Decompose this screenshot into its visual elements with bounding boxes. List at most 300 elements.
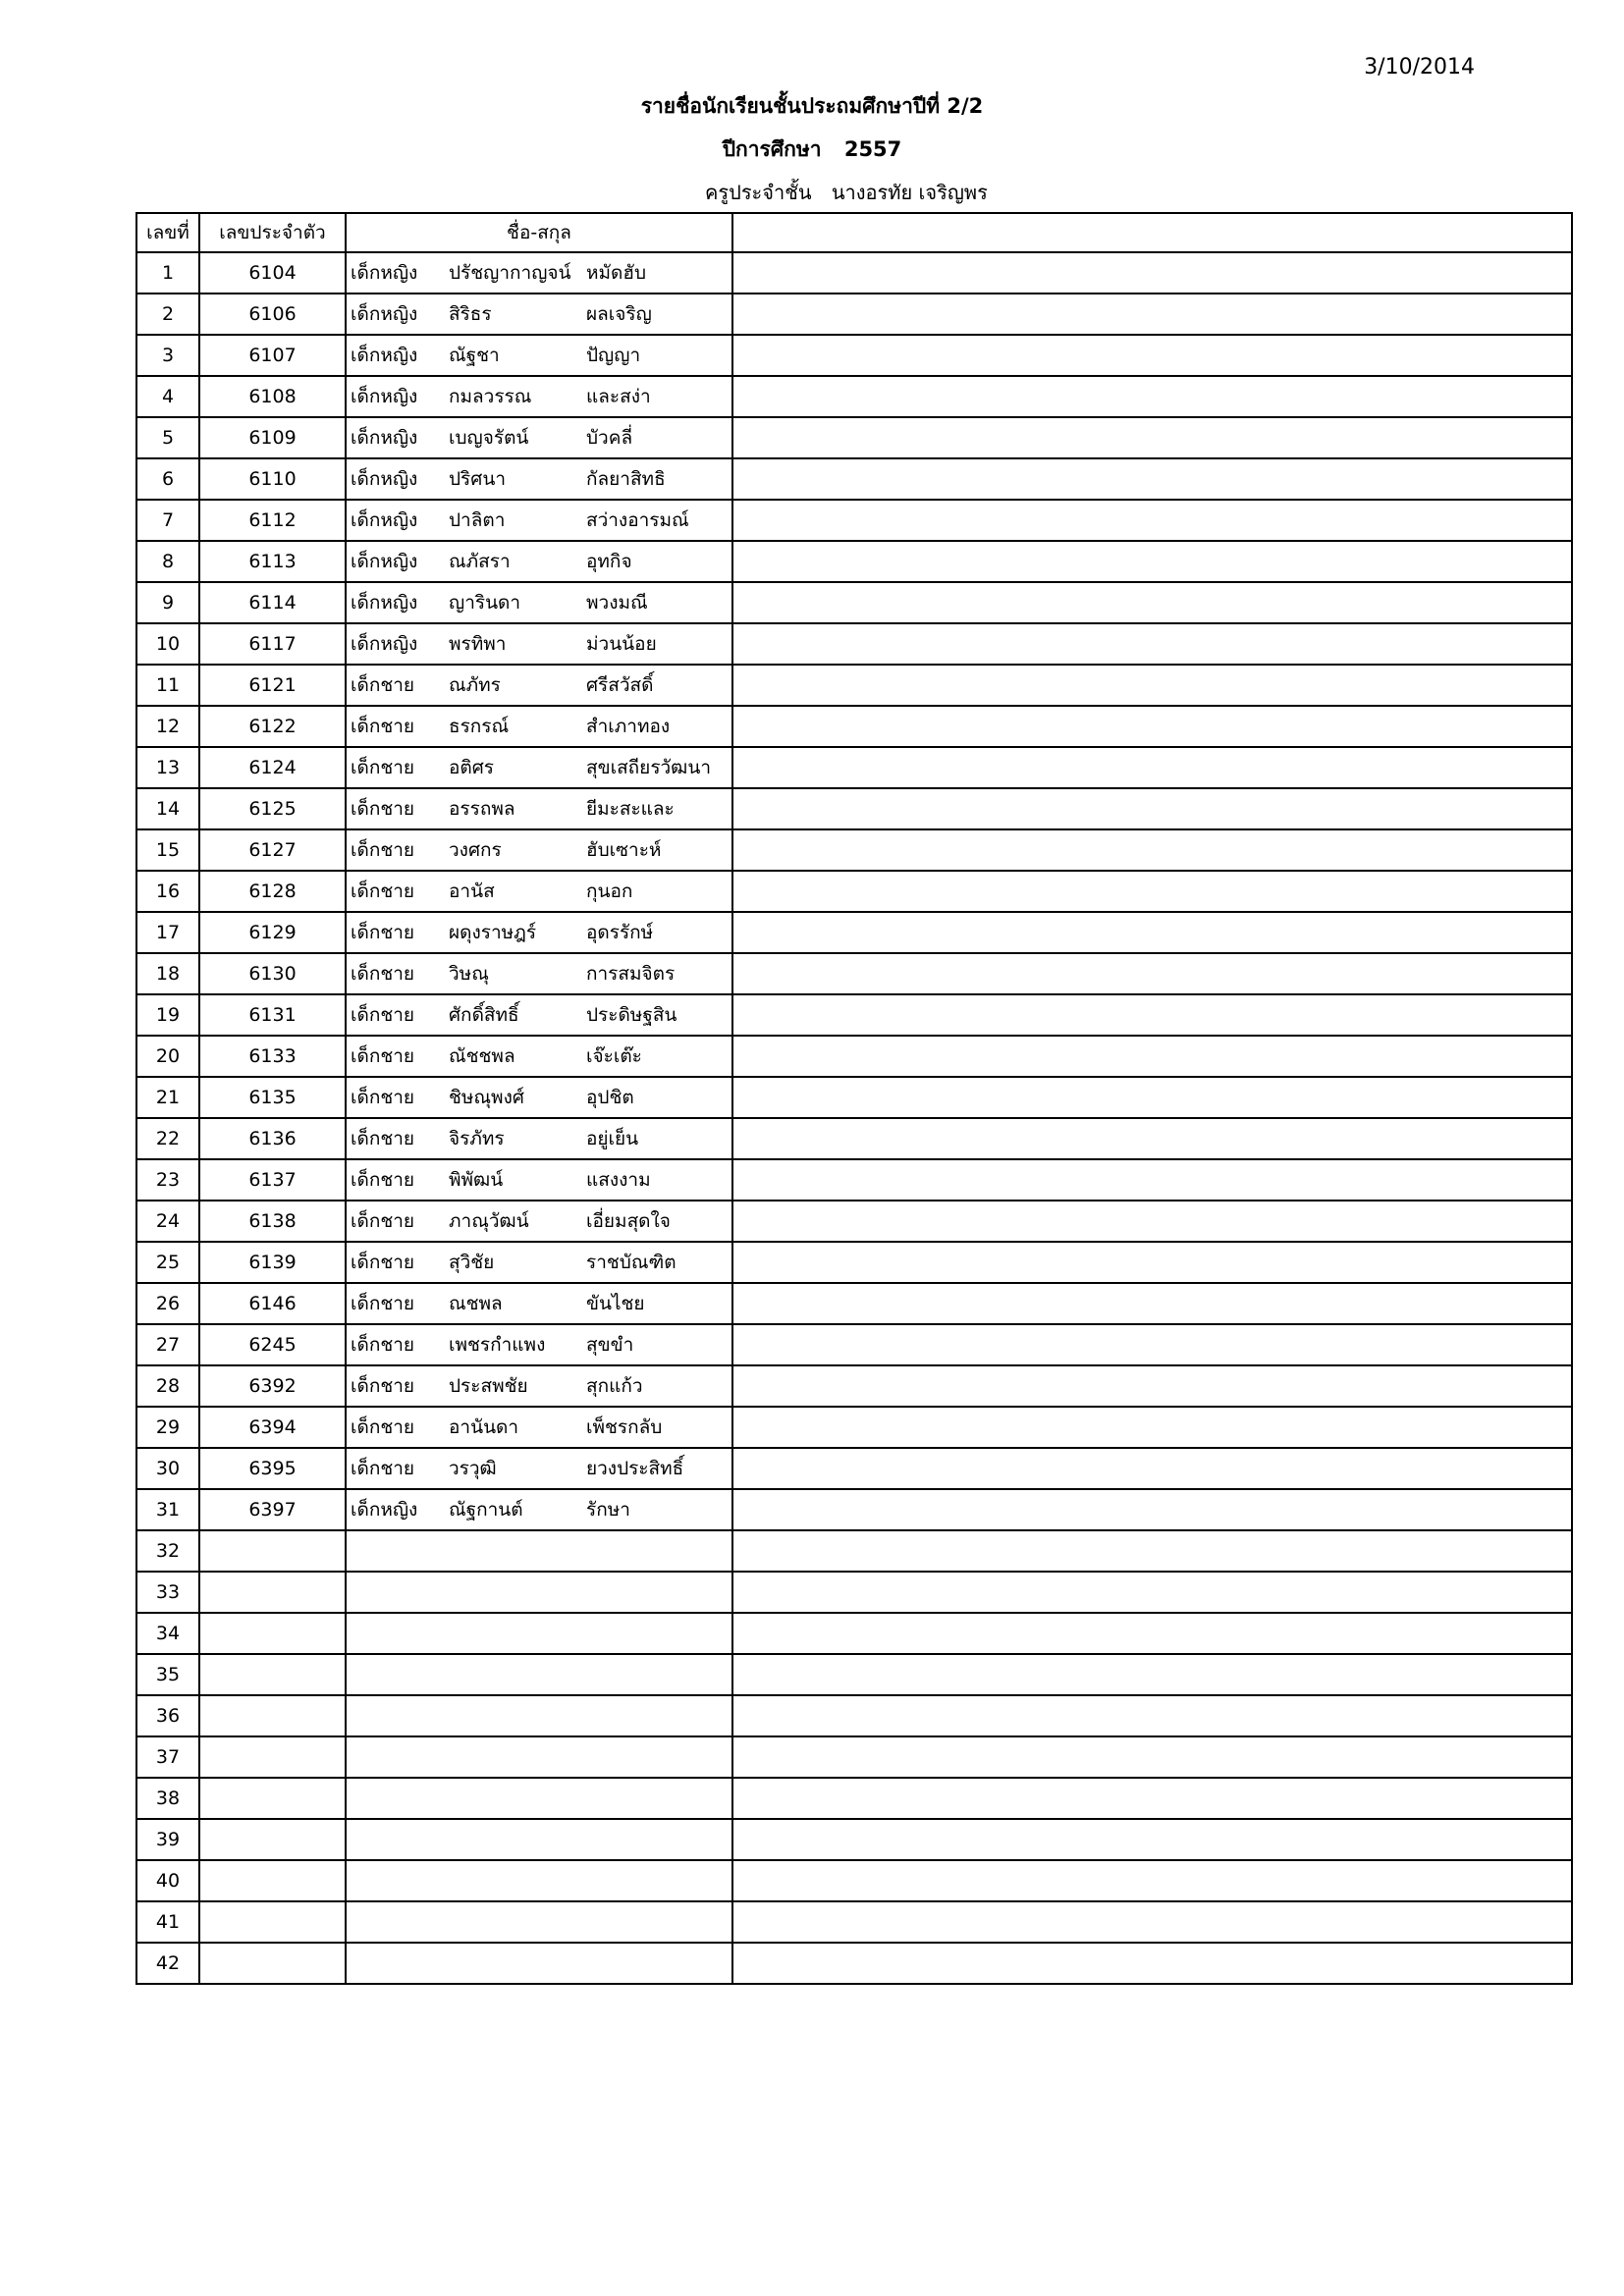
table-row [136,541,1572,582]
student-id [199,1943,346,1984]
blank-cell [732,252,1572,294]
blank-cell [732,912,1572,953]
student-id: 6137 [199,1159,346,1201]
name-prefix: เด็กหญิง [351,551,418,572]
student-name [346,871,732,912]
student-name [346,1365,732,1407]
table-row [136,994,1572,1036]
student-name [346,1407,732,1448]
first-name: อานันดา [449,1416,519,1438]
column-header-number: เลขที่ [136,213,199,252]
blank-cell [732,417,1572,458]
table-row [136,829,1572,871]
last-name: สำเภาทอง [586,716,671,737]
student-name [346,1201,732,1242]
student-id: 6124 [199,747,346,788]
row-number: 28 [136,1365,199,1407]
student-table [135,212,1573,1985]
student-name [346,1572,732,1613]
table-row [136,1901,1572,1943]
student-name [346,1860,732,1901]
table-row [136,582,1572,623]
blank-cell [732,1901,1572,1943]
student-name [346,252,732,294]
blank-cell [732,1489,1572,1530]
blank-cell [732,829,1572,871]
first-name: ณชพล [449,1293,503,1314]
student-name [346,1819,732,1860]
table-row [136,1736,1572,1778]
blank-cell [732,1324,1572,1365]
student-name [346,1283,732,1324]
name-prefix: เด็กชาย [351,1045,415,1067]
last-name: เจ๊ะเต๊ะ [586,1045,642,1067]
student-id: 6131 [199,994,346,1036]
name-prefix: เด็กชาย [351,1334,415,1356]
student-id [199,1860,346,1901]
student-id: 6245 [199,1324,346,1365]
blank-cell [732,1530,1572,1572]
student-name [346,1489,732,1530]
table-row [136,1283,1572,1324]
student-name [346,1530,732,1572]
row-number: 38 [136,1778,199,1819]
homeroom-teacher [705,177,1001,208]
blank-cell [732,747,1572,788]
name-prefix: เด็กชาย [351,1004,415,1026]
student-id [199,1778,346,1819]
row-number: 35 [136,1654,199,1695]
name-prefix: เด็กชาย [351,1375,415,1397]
student-name [346,953,732,994]
table-row [136,458,1572,500]
last-name: สุขเสถียรวัฒนา [586,757,712,778]
first-name: ธรกรณ์ [449,716,510,737]
name-prefix: เด็กชาย [351,839,415,861]
row-number: 24 [136,1201,199,1242]
table-row [136,665,1572,706]
table-row [136,1943,1572,1984]
row-number: 16 [136,871,199,912]
row-number: 4 [136,376,199,417]
table-row [136,1613,1572,1654]
print-date: 3/10/2014 [1364,55,1475,80]
student-id: 6394 [199,1407,346,1448]
blank-cell [732,665,1572,706]
table-row [136,912,1572,953]
blank-cell [732,1778,1572,1819]
table-row [136,1695,1572,1736]
row-number: 23 [136,1159,199,1201]
first-name: เบญจรัตน์ [449,427,529,449]
blank-cell [732,1118,1572,1159]
table-row [136,1448,1572,1489]
student-name [346,1118,732,1159]
first-name: อติศร [449,757,495,778]
blank-cell [732,623,1572,665]
student-name [346,1901,732,1943]
row-number: 40 [136,1860,199,1901]
first-name: ประสพชัย [449,1375,528,1397]
blank-cell [732,294,1572,335]
blank-cell [732,1943,1572,1984]
student-id: 6397 [199,1489,346,1530]
row-number: 34 [136,1613,199,1654]
table-row [136,788,1572,829]
student-id [199,1654,346,1695]
student-name [346,1778,732,1819]
student-name [346,994,732,1036]
student-name [346,458,732,500]
academic-year-value: 2557 [843,137,902,161]
row-number: 3 [136,335,199,376]
last-name: ม่วนน้อย [586,633,657,655]
blank-cell [732,1695,1572,1736]
table-header-row [136,213,1572,252]
student-id: 6129 [199,912,346,953]
last-name: เพ็ชรกลับ [586,1416,663,1438]
table-row [136,1819,1572,1860]
student-id [199,1736,346,1778]
student-id [199,1819,346,1860]
name-prefix: เด็กชาย [351,963,415,985]
first-name: วรวุฒิ [449,1458,497,1479]
last-name: อุทกิจ [586,551,632,572]
student-id: 6146 [199,1283,346,1324]
table-row [136,417,1572,458]
name-prefix: เด็กหญิง [351,592,418,614]
blank-cell [732,1654,1572,1695]
student-name [346,665,732,706]
row-number: 27 [136,1324,199,1365]
last-name: ฮับเซาะห์ [586,839,662,861]
table-row [136,871,1572,912]
table-row [136,623,1572,665]
student-name [346,1448,732,1489]
table-row [136,1159,1572,1201]
row-number: 6 [136,458,199,500]
student-id: 6107 [199,335,346,376]
table-row [136,294,1572,335]
student-name [346,788,732,829]
student-id: 6133 [199,1036,346,1077]
first-name: สุวิชัย [449,1252,495,1273]
table-row [136,1407,1572,1448]
first-name: ปริศนา [449,468,506,490]
last-name: สุกแก้ว [586,1375,643,1397]
row-number: 2 [136,294,199,335]
row-number: 15 [136,829,199,871]
row-number: 9 [136,582,199,623]
row-number: 5 [136,417,199,458]
student-id: 6128 [199,871,346,912]
student-id: 6117 [199,623,346,665]
last-name: สุขขำ [586,1334,634,1356]
first-name: ชิษณุพงศ์ [449,1087,524,1108]
first-name: ณภัทร [449,674,501,696]
student-id: 6130 [199,953,346,994]
row-number: 11 [136,665,199,706]
student-name [346,1943,732,1984]
first-name: สิริธร [449,303,492,325]
name-prefix: เด็กหญิง [351,509,418,531]
name-prefix: เด็กหญิง [351,633,418,655]
row-number: 17 [136,912,199,953]
table-row [136,1860,1572,1901]
student-name [346,376,732,417]
first-name: จิรภัทร [449,1128,505,1149]
table-row [136,1036,1572,1077]
row-number: 37 [136,1736,199,1778]
row-number: 29 [136,1407,199,1448]
table-row [136,706,1572,747]
name-prefix: เด็กหญิง [351,262,418,284]
name-prefix: เด็กชาย [351,1087,415,1108]
row-number: 41 [136,1901,199,1943]
row-number: 30 [136,1448,199,1489]
table-row [136,1778,1572,1819]
blank-cell [732,1819,1572,1860]
first-name: ปาลิตา [449,509,506,531]
table-row [136,1530,1572,1572]
student-name [346,829,732,871]
table-row [136,953,1572,994]
name-prefix: เด็กชาย [351,881,415,902]
academic-year-label: ปีการศึกษา [722,137,822,161]
student-name [346,1077,732,1118]
student-name [346,582,732,623]
table-row [136,1242,1572,1283]
first-name: ณัฐชา [449,345,500,366]
first-name: เพชรกำแพง [449,1334,546,1356]
row-number: 10 [136,623,199,665]
row-number: 42 [136,1943,199,1984]
last-name: อยู่เย็น [586,1128,639,1149]
row-number: 21 [136,1077,199,1118]
student-id: 6136 [199,1118,346,1159]
last-name: ประดิษฐสิน [586,1004,677,1026]
student-name [346,747,732,788]
first-name: ศักดิ์สิทธิ์ [449,1004,519,1026]
row-number: 32 [136,1530,199,1572]
last-name: กุนอก [586,881,633,902]
last-name: อุดรรักษ์ [586,922,654,943]
row-number: 8 [136,541,199,582]
student-id: 6106 [199,294,346,335]
row-number: 33 [136,1572,199,1613]
row-number: 22 [136,1118,199,1159]
student-name [346,294,732,335]
column-header-name: ชื่อ-สกุล [346,213,732,252]
blank-cell [732,1365,1572,1407]
blank-cell [732,1283,1572,1324]
table-row [136,747,1572,788]
last-name: การสมจิตร [586,963,676,985]
name-prefix: เด็กชาย [351,1128,415,1149]
row-number: 1 [136,252,199,294]
last-name: ศรีสวัสดิ์ [586,674,654,696]
student-id: 6392 [199,1365,346,1407]
student-id: 6108 [199,376,346,417]
name-prefix: เด็กชาย [351,716,415,737]
table-row [136,1077,1572,1118]
last-name: รักษา [586,1499,630,1521]
name-prefix: เด็กหญิง [351,427,418,449]
first-name: อานัส [449,881,495,902]
student-id: 6109 [199,417,346,458]
row-number: 13 [136,747,199,788]
row-number: 31 [136,1489,199,1530]
first-name: ปรัชญากาญจน์ [449,262,571,284]
column-header-blank [732,213,1572,252]
blank-cell [732,1242,1572,1283]
name-prefix: เด็กชาย [351,757,415,778]
table-row [136,376,1572,417]
page-title: รายชื่อนักเรียนชั้นประถมศึกษาปีที่ 2/2 [640,94,984,118]
first-name: ผดุงราษฎร์ [449,922,537,943]
teacher-name: นางอรทัย เจริญพร [831,181,988,204]
student-id [199,1530,346,1572]
blank-cell [732,1448,1572,1489]
student-id: 6110 [199,458,346,500]
student-id: 6104 [199,252,346,294]
student-id [199,1695,346,1736]
student-name [346,500,732,541]
student-id: 6113 [199,541,346,582]
table-row [136,1489,1572,1530]
name-prefix: เด็กหญิง [351,303,418,325]
first-name: พิพัฒน์ [449,1169,504,1191]
first-name: ภาณุวัฒน์ [449,1210,529,1232]
row-number: 25 [136,1242,199,1283]
table-row [136,1324,1572,1365]
name-prefix: เด็กชาย [351,1458,415,1479]
table-row [136,335,1572,376]
last-name: พวงมณี [586,592,648,614]
name-prefix: เด็กชาย [351,1210,415,1232]
student-id: 6127 [199,829,346,871]
blank-cell [732,582,1572,623]
name-prefix: เด็กชาย [351,1416,415,1438]
table-row [136,1365,1572,1407]
last-name: อุปชิต [586,1087,634,1108]
first-name: กมลวรรณ [449,386,532,407]
table-body [136,252,1572,1984]
row-number: 36 [136,1695,199,1736]
student-name [346,335,732,376]
blank-cell [732,788,1572,829]
blank-cell [732,1159,1572,1201]
table-row [136,1654,1572,1695]
student-id: 6135 [199,1077,346,1118]
student-name [346,1242,732,1283]
table-row [136,1201,1572,1242]
first-name: อรรถพล [449,798,515,820]
last-name: ยวงประสิทธิ์ [586,1458,684,1479]
last-name: ผลเจริญ [586,303,652,325]
row-number: 12 [136,706,199,747]
blank-cell [732,1860,1572,1901]
last-name: แสงงาม [586,1169,651,1191]
blank-cell [732,1036,1572,1077]
name-prefix: เด็กหญิง [351,386,418,407]
last-name: และสง่า [586,386,651,407]
name-prefix: เด็กชาย [351,1169,415,1191]
student-name [346,912,732,953]
blank-cell [732,500,1572,541]
name-prefix: เด็กชาย [351,798,415,820]
blank-cell [732,871,1572,912]
student-id: 6125 [199,788,346,829]
name-prefix: เด็กหญิง [351,468,418,490]
table-row [136,1118,1572,1159]
last-name: ปัญญา [586,345,641,366]
student-id: 6112 [199,500,346,541]
first-name: ณภัสรา [449,551,511,572]
name-prefix: เด็กหญิง [351,345,418,366]
table-row [136,252,1572,294]
student-name [346,1324,732,1365]
student-name [346,1613,732,1654]
first-name: ณัชชพล [449,1045,515,1067]
student-id [199,1572,346,1613]
student-id: 6139 [199,1242,346,1283]
blank-cell [732,994,1572,1036]
student-name [346,1159,732,1201]
row-number: 39 [136,1819,199,1860]
student-name [346,706,732,747]
last-name: เอี่ยมสุดใจ [586,1210,671,1232]
student-name [346,417,732,458]
student-name [346,1036,732,1077]
student-name [346,541,732,582]
name-prefix: เด็กชาย [351,674,415,696]
blank-cell [732,1613,1572,1654]
student-id [199,1613,346,1654]
blank-cell [732,1201,1572,1242]
student-name [346,1736,732,1778]
row-number: 19 [136,994,199,1036]
first-name: วิษณุ [449,963,489,985]
last-name: บัวคลี่ [586,427,633,449]
last-name: ราชบัณฑิต [586,1252,677,1273]
blank-cell [732,458,1572,500]
blank-cell [732,1572,1572,1613]
teacher-label: ครูประจำชั้น [705,181,812,204]
name-prefix: เด็กชาย [351,922,415,943]
blank-cell [732,1077,1572,1118]
last-name: ยีมะสะและ [586,798,675,820]
name-prefix: เด็กชาย [351,1293,415,1314]
academic-year [0,133,1624,166]
first-name: วงศกร [449,839,502,861]
last-name: หมัดฮับ [586,262,647,284]
first-name: ญารินดา [449,592,521,614]
student-name [346,1654,732,1695]
last-name: กัลยาสิทธิ [586,468,666,490]
student-id: 6138 [199,1201,346,1242]
blank-cell [732,335,1572,376]
column-header-student-id: เลขประจำตัว [199,213,346,252]
student-name [346,1695,732,1736]
blank-cell [732,541,1572,582]
name-prefix: เด็กชาย [351,1252,415,1273]
row-number: 7 [136,500,199,541]
blank-cell [732,376,1572,417]
table-row [136,500,1572,541]
name-prefix: เด็กหญิง [351,1499,418,1521]
student-id: 6122 [199,706,346,747]
